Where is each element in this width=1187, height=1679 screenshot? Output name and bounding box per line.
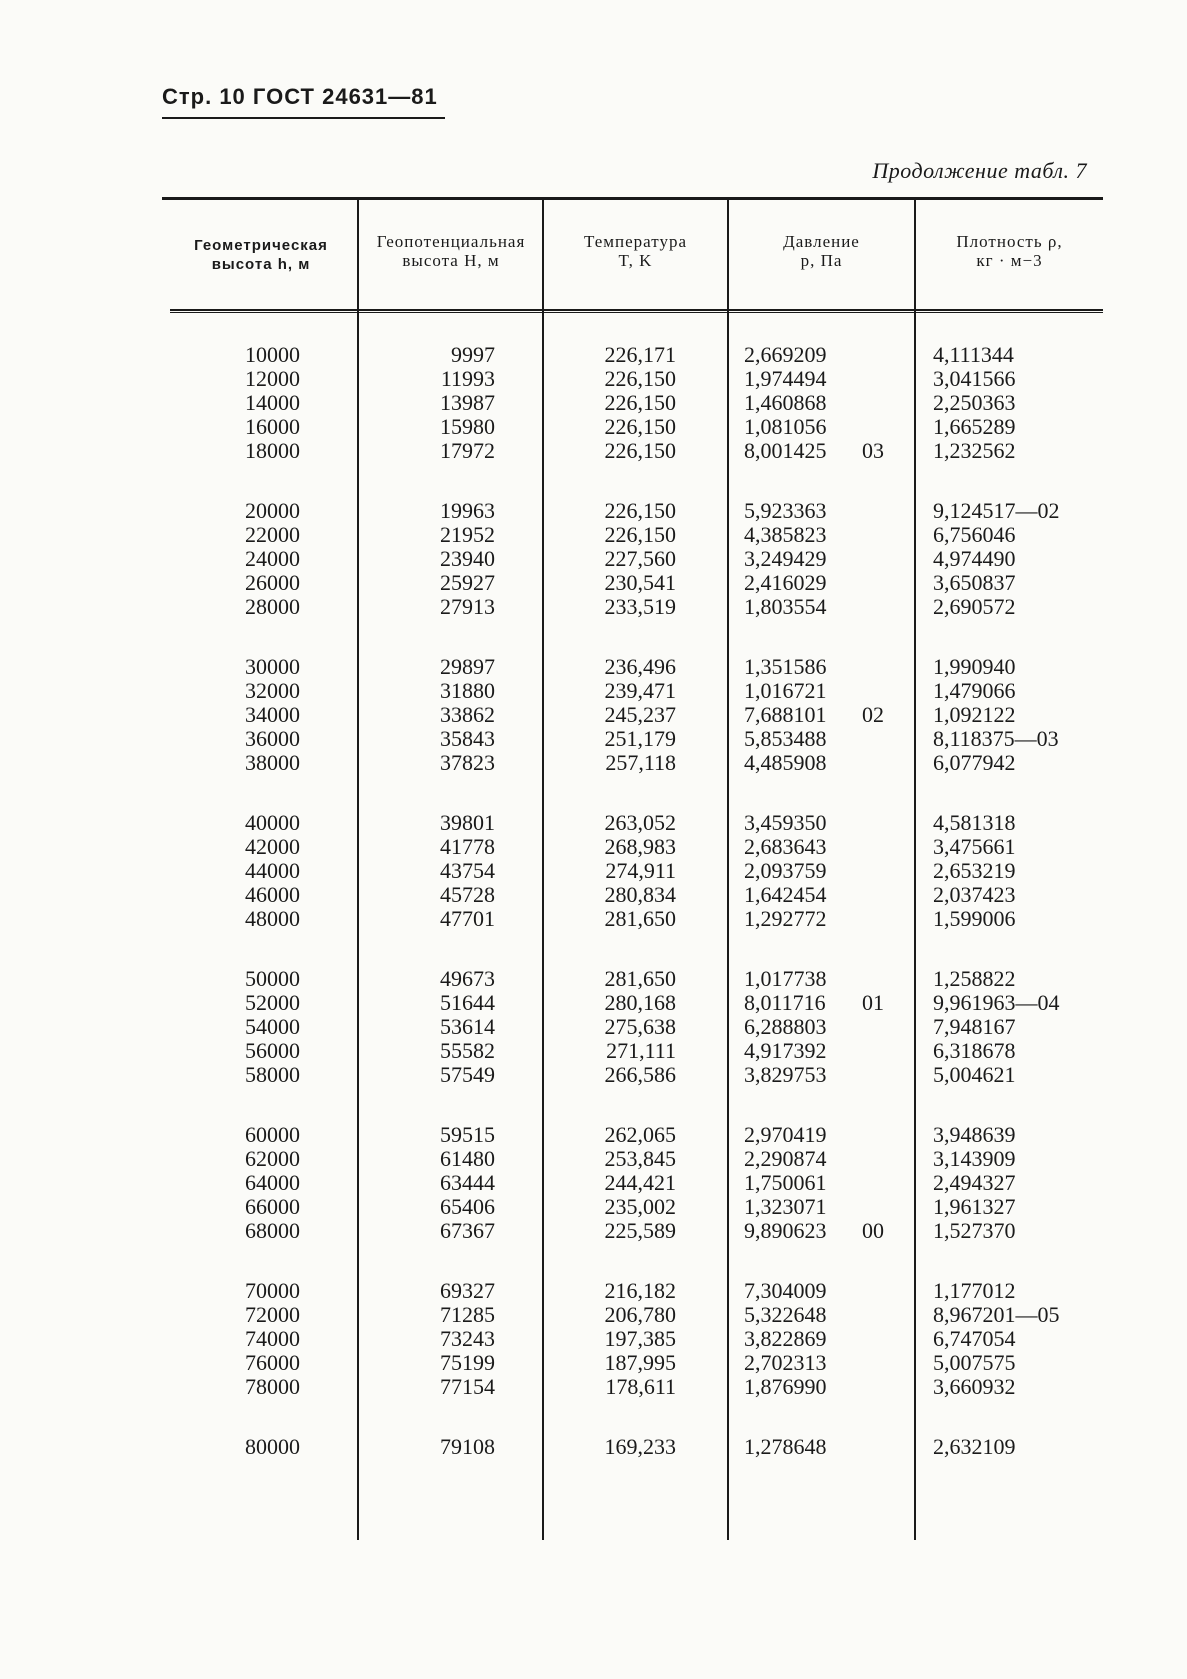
cell-geopotential-height: 25927 — [440, 570, 495, 595]
cell-density: 4,111344 — [933, 342, 1014, 367]
cell-temperature: 233,519 — [604, 594, 676, 619]
column-header-line: высота h, м — [211, 256, 311, 273]
table-row — [0, 1015, 1187, 1039]
cell-geopotential-height: 15980 — [440, 414, 495, 439]
column-header-line: Геопотенциальная — [376, 232, 526, 251]
cell-pressure: 1,278648 — [744, 1434, 827, 1459]
table-row — [0, 1435, 1187, 1459]
cell-geometric-height: 40000 — [245, 810, 300, 835]
cell-density: 1,665289 — [933, 414, 1016, 439]
cell-pressure: 7,688101 — [744, 702, 827, 727]
cell-pressure: 2,683643 — [744, 834, 827, 859]
row-group — [0, 655, 1187, 775]
cell-pressure: 6,288803 — [744, 1014, 827, 1039]
cell-pressure: 1,323071 — [744, 1194, 827, 1219]
cell-pressure: 1,351586 — [744, 654, 827, 679]
cell-geopotential-height: 33862 — [440, 702, 495, 727]
cell-geopotential-height: 11993 — [440, 366, 495, 391]
cell-temperature: 169,233 — [604, 1434, 676, 1459]
cell-density: 2,037423 — [933, 882, 1016, 907]
cell-geopotential-height: 35843 — [440, 726, 495, 751]
cell-pressure: 8,001425 — [744, 438, 827, 463]
cell-geometric-height: 30000 — [245, 654, 300, 679]
cell-density: 8,967201—05 — [933, 1302, 1060, 1327]
cell-geometric-height: 64000 — [245, 1170, 300, 1195]
cell-pressure: 1,017738 — [744, 966, 827, 991]
table-row — [0, 991, 1187, 1015]
cell-pressure: 2,970419 — [744, 1122, 827, 1147]
column-header-line: Давление — [783, 232, 860, 251]
cell-geometric-height: 34000 — [245, 702, 300, 727]
table-caption: Продолжение табл. 7 — [872, 158, 1087, 183]
column-header-pressure — [729, 232, 914, 270]
cell-geopotential-height: 57549 — [440, 1062, 495, 1087]
column-header-temperature — [544, 232, 727, 270]
cell-pressure-exponent: 00 — [862, 1218, 884, 1243]
cell-density: 3,143909 — [933, 1146, 1016, 1171]
table-row — [0, 703, 1187, 727]
cell-geopotential-height: 59515 — [440, 1122, 495, 1147]
cell-geopotential-height: 65406 — [440, 1194, 495, 1219]
cell-geopotential-height: 45728 — [440, 882, 495, 907]
cell-temperature: 280,168 — [604, 990, 676, 1015]
cell-geopotential-height: 69327 — [440, 1278, 495, 1303]
cell-temperature: 239,471 — [604, 678, 676, 703]
cell-pressure: 1,460868 — [744, 390, 827, 415]
cell-geometric-height: 58000 — [245, 1062, 300, 1087]
header-rule — [162, 117, 445, 119]
cell-geopotential-height: 75199 — [440, 1350, 495, 1375]
cell-pressure: 3,459350 — [744, 810, 827, 835]
cell-pressure: 3,829753 — [744, 1062, 827, 1087]
cell-geopotential-height: 61480 — [440, 1146, 495, 1171]
cell-geopotential-height: 55582 — [440, 1038, 495, 1063]
cell-temperature: 227,560 — [604, 546, 676, 571]
column-header-density — [916, 232, 1103, 270]
cell-geometric-height: 18000 — [245, 438, 300, 463]
cell-temperature: 226,150 — [604, 522, 676, 547]
cell-geometric-height: 48000 — [245, 906, 300, 931]
cell-pressure-exponent: 01 — [862, 990, 884, 1015]
table-row — [0, 811, 1187, 835]
cell-pressure: 2,416029 — [744, 570, 827, 595]
cell-temperature: 226,150 — [604, 366, 676, 391]
cell-temperature: 274,911 — [605, 858, 676, 883]
column-header-line: Температура — [583, 232, 688, 251]
table-row — [0, 1303, 1187, 1327]
cell-geopotential-height: 13987 — [440, 390, 495, 415]
table-row — [0, 499, 1187, 523]
table-row — [0, 547, 1187, 571]
cell-temperature: 178,611 — [605, 1374, 676, 1399]
cell-density: 4,581318 — [933, 810, 1016, 835]
row-group — [0, 811, 1187, 931]
cell-temperature: 230,541 — [604, 570, 676, 595]
cell-geopotential-height: 31880 — [440, 678, 495, 703]
cell-pressure: 4,485908 — [744, 750, 827, 775]
table-row — [0, 1171, 1187, 1195]
cell-geometric-height: 42000 — [245, 834, 300, 859]
column-header-line: Геометрическая — [194, 237, 328, 254]
cell-density: 3,041566 — [933, 366, 1016, 391]
cell-density: 3,475661 — [933, 834, 1016, 859]
cell-geometric-height: 56000 — [245, 1038, 300, 1063]
table-row — [0, 727, 1187, 751]
cell-density: 1,479066 — [933, 678, 1016, 703]
table-row — [0, 655, 1187, 679]
cell-pressure: 1,016721 — [744, 678, 827, 703]
table-header-rule — [170, 309, 1103, 313]
cell-geometric-height: 10000 — [245, 342, 300, 367]
table-row — [0, 967, 1187, 991]
cell-geometric-height: 32000 — [245, 678, 300, 703]
cell-density: 2,494327 — [933, 1170, 1016, 1195]
cell-temperature: 266,586 — [604, 1062, 676, 1087]
cell-temperature: 245,237 — [604, 702, 676, 727]
cell-pressure-exponent: 03 — [862, 438, 884, 463]
table-row — [0, 883, 1187, 907]
cell-geopotential-height: 67367 — [440, 1218, 495, 1243]
table-body — [0, 343, 1187, 1495]
cell-geometric-height: 46000 — [245, 882, 300, 907]
cell-density: 1,599006 — [933, 906, 1016, 931]
cell-geopotential-height: 51644 — [440, 990, 495, 1015]
row-group — [0, 343, 1187, 463]
table-row — [0, 1147, 1187, 1171]
cell-geopotential-height: 9997 — [451, 342, 495, 367]
cell-pressure: 7,304009 — [744, 1278, 827, 1303]
cell-temperature: 226,150 — [604, 438, 676, 463]
cell-pressure: 9,890623 — [744, 1218, 827, 1243]
cell-geometric-height: 26000 — [245, 570, 300, 595]
cell-temperature: 206,780 — [604, 1302, 676, 1327]
cell-temperature: 281,650 — [604, 966, 676, 991]
page-header: Стр. 10 ГОСТ 24631—81 — [162, 84, 438, 109]
cell-temperature: 281,650 — [604, 906, 676, 931]
cell-temperature: 262,065 — [604, 1122, 676, 1147]
cell-density: 6,077942 — [933, 750, 1016, 775]
cell-geometric-height: 44000 — [245, 858, 300, 883]
cell-geometric-height: 72000 — [245, 1302, 300, 1327]
cell-density: 5,007575 — [933, 1350, 1016, 1375]
cell-geometric-height: 60000 — [245, 1122, 300, 1147]
cell-geopotential-height: 43754 — [440, 858, 495, 883]
cell-pressure: 3,822869 — [744, 1326, 827, 1351]
cell-geometric-height: 12000 — [245, 366, 300, 391]
cell-geometric-height: 70000 — [245, 1278, 300, 1303]
cell-geometric-height: 24000 — [245, 546, 300, 571]
cell-temperature: 226,150 — [604, 414, 676, 439]
cell-pressure: 4,917392 — [744, 1038, 827, 1063]
cell-density: 2,250363 — [933, 390, 1016, 415]
cell-density: 3,660932 — [933, 1374, 1016, 1399]
cell-geometric-height: 66000 — [245, 1194, 300, 1219]
cell-density: 3,948639 — [933, 1122, 1016, 1147]
cell-geometric-height: 74000 — [245, 1326, 300, 1351]
cell-geometric-height: 22000 — [245, 522, 300, 547]
cell-pressure: 5,853488 — [744, 726, 827, 751]
cell-density: 1,990940 — [933, 654, 1016, 679]
column-header-geopotential-height — [360, 232, 542, 270]
cell-temperature: 197,385 — [604, 1326, 676, 1351]
cell-geometric-height: 14000 — [245, 390, 300, 415]
row-group — [0, 967, 1187, 1087]
cell-density: 5,004621 — [933, 1062, 1016, 1087]
cell-pressure: 2,093759 — [744, 858, 827, 883]
cell-pressure: 2,702313 — [744, 1350, 827, 1375]
cell-geopotential-height: 37823 — [440, 750, 495, 775]
cell-geopotential-height: 77154 — [440, 1374, 495, 1399]
cell-geopotential-height: 29897 — [440, 654, 495, 679]
cell-density: 1,258822 — [933, 966, 1016, 991]
cell-temperature: 271,111 — [606, 1038, 676, 1063]
cell-density: 3,650837 — [933, 570, 1016, 595]
cell-geopotential-height: 21952 — [440, 522, 495, 547]
cell-density: 1,177012 — [933, 1278, 1016, 1303]
table-row — [0, 595, 1187, 619]
cell-temperature: 226,150 — [604, 390, 676, 415]
table-row — [0, 679, 1187, 703]
cell-temperature: 280,834 — [604, 882, 676, 907]
cell-pressure: 2,669209 — [744, 342, 827, 367]
cell-geometric-height: 20000 — [245, 498, 300, 523]
table-row — [0, 343, 1187, 367]
cell-density: 6,747054 — [933, 1326, 1016, 1351]
table-row — [0, 1123, 1187, 1147]
cell-density: 8,118375—03 — [933, 726, 1059, 751]
cell-geopotential-height: 41778 — [440, 834, 495, 859]
table-row — [0, 751, 1187, 775]
cell-density: 9,124517—02 — [933, 498, 1060, 523]
cell-pressure: 1,642454 — [744, 882, 827, 907]
cell-temperature: 253,845 — [604, 1146, 676, 1171]
cell-geometric-height: 80000 — [245, 1434, 300, 1459]
cell-pressure: 1,292772 — [744, 906, 827, 931]
table-row — [0, 835, 1187, 859]
cell-geopotential-height: 47701 — [440, 906, 495, 931]
row-group — [0, 1279, 1187, 1399]
cell-temperature: 226,150 — [604, 498, 676, 523]
table-row — [0, 439, 1187, 463]
column-header-line: T, K — [618, 251, 653, 270]
cell-temperature: 257,118 — [605, 750, 676, 775]
cell-pressure: 5,923363 — [744, 498, 827, 523]
table-top-rule — [162, 197, 1103, 200]
cell-geometric-height: 36000 — [245, 726, 300, 751]
cell-temperature: 268,983 — [604, 834, 676, 859]
cell-pressure: 1,803554 — [744, 594, 827, 619]
cell-temperature: 244,421 — [604, 1170, 676, 1195]
cell-geometric-height: 68000 — [245, 1218, 300, 1243]
cell-geopotential-height: 49673 — [440, 966, 495, 991]
cell-pressure: 2,290874 — [744, 1146, 827, 1171]
table-row — [0, 415, 1187, 439]
column-header-line: p, Па — [800, 251, 843, 270]
cell-pressure: 1,750061 — [744, 1170, 827, 1195]
cell-geopotential-height: 27913 — [440, 594, 495, 619]
cell-geometric-height: 76000 — [245, 1350, 300, 1375]
cell-pressure: 1,081056 — [744, 414, 827, 439]
cell-geopotential-height: 17972 — [440, 438, 495, 463]
cell-geopotential-height: 71285 — [440, 1302, 495, 1327]
cell-temperature: 275,638 — [604, 1014, 676, 1039]
cell-geopotential-height: 79108 — [440, 1434, 495, 1459]
cell-temperature: 216,182 — [604, 1278, 676, 1303]
cell-geopotential-height: 73243 — [440, 1326, 495, 1351]
cell-density: 1,961327 — [933, 1194, 1016, 1219]
cell-density: 2,632109 — [933, 1434, 1016, 1459]
cell-geometric-height: 78000 — [245, 1374, 300, 1399]
cell-pressure: 8,011716 — [744, 990, 826, 1015]
row-group — [0, 499, 1187, 619]
table-row — [0, 367, 1187, 391]
cell-density: 6,756046 — [933, 522, 1016, 547]
cell-temperature: 226,171 — [604, 342, 676, 367]
table-row — [0, 907, 1187, 931]
cell-geopotential-height: 23940 — [440, 546, 495, 571]
cell-density: 6,318678 — [933, 1038, 1016, 1063]
cell-geopotential-height: 63444 — [440, 1170, 495, 1195]
cell-density: 1,092122 — [933, 702, 1016, 727]
table-row — [0, 571, 1187, 595]
table-row — [0, 1219, 1187, 1243]
cell-density: 9,961963—04 — [933, 990, 1060, 1015]
table-row — [0, 1327, 1187, 1351]
cell-geometric-height: 38000 — [245, 750, 300, 775]
cell-temperature: 225,589 — [604, 1218, 676, 1243]
table-row — [0, 1039, 1187, 1063]
cell-pressure: 5,322648 — [744, 1302, 827, 1327]
cell-geometric-height: 28000 — [245, 594, 300, 619]
cell-density: 2,690572 — [933, 594, 1016, 619]
cell-temperature: 236,496 — [604, 654, 676, 679]
cell-density: 1,527370 — [933, 1218, 1016, 1243]
cell-pressure: 4,385823 — [744, 522, 827, 547]
cell-geometric-height: 16000 — [245, 414, 300, 439]
cell-geopotential-height: 39801 — [440, 810, 495, 835]
cell-geopotential-height: 19963 — [440, 498, 495, 523]
table-row — [0, 1351, 1187, 1375]
table-row — [0, 391, 1187, 415]
column-header-line: Плотность ρ, — [956, 232, 1063, 251]
cell-geometric-height: 50000 — [245, 966, 300, 991]
table-row — [0, 859, 1187, 883]
cell-pressure: 1,876990 — [744, 1374, 827, 1399]
table-row — [0, 1195, 1187, 1219]
table-row — [0, 1279, 1187, 1303]
cell-pressure-exponent: 02 — [862, 702, 884, 727]
cell-geometric-height: 54000 — [245, 1014, 300, 1039]
cell-pressure: 1,974494 — [744, 366, 827, 391]
cell-density: 7,948167 — [933, 1014, 1016, 1039]
column-header-line: высота H, м — [402, 251, 500, 270]
column-header-geometric-height — [166, 236, 356, 274]
cell-geometric-height: 52000 — [245, 990, 300, 1015]
cell-pressure: 3,249429 — [744, 546, 827, 571]
cell-temperature: 187,995 — [604, 1350, 676, 1375]
cell-temperature: 263,052 — [604, 810, 676, 835]
cell-density: 4,974490 — [933, 546, 1016, 571]
table-row — [0, 1063, 1187, 1087]
cell-temperature: 251,179 — [604, 726, 676, 751]
table-row — [0, 1375, 1187, 1399]
table-row — [0, 523, 1187, 547]
row-group — [0, 1123, 1187, 1243]
cell-geometric-height: 62000 — [245, 1146, 300, 1171]
cell-temperature: 235,002 — [604, 1194, 676, 1219]
column-header-line: кг · м−3 — [976, 251, 1043, 270]
row-group — [0, 1435, 1187, 1459]
cell-density: 1,232562 — [933, 438, 1016, 463]
cell-geopotential-height: 53614 — [440, 1014, 495, 1039]
cell-density: 2,653219 — [933, 858, 1016, 883]
